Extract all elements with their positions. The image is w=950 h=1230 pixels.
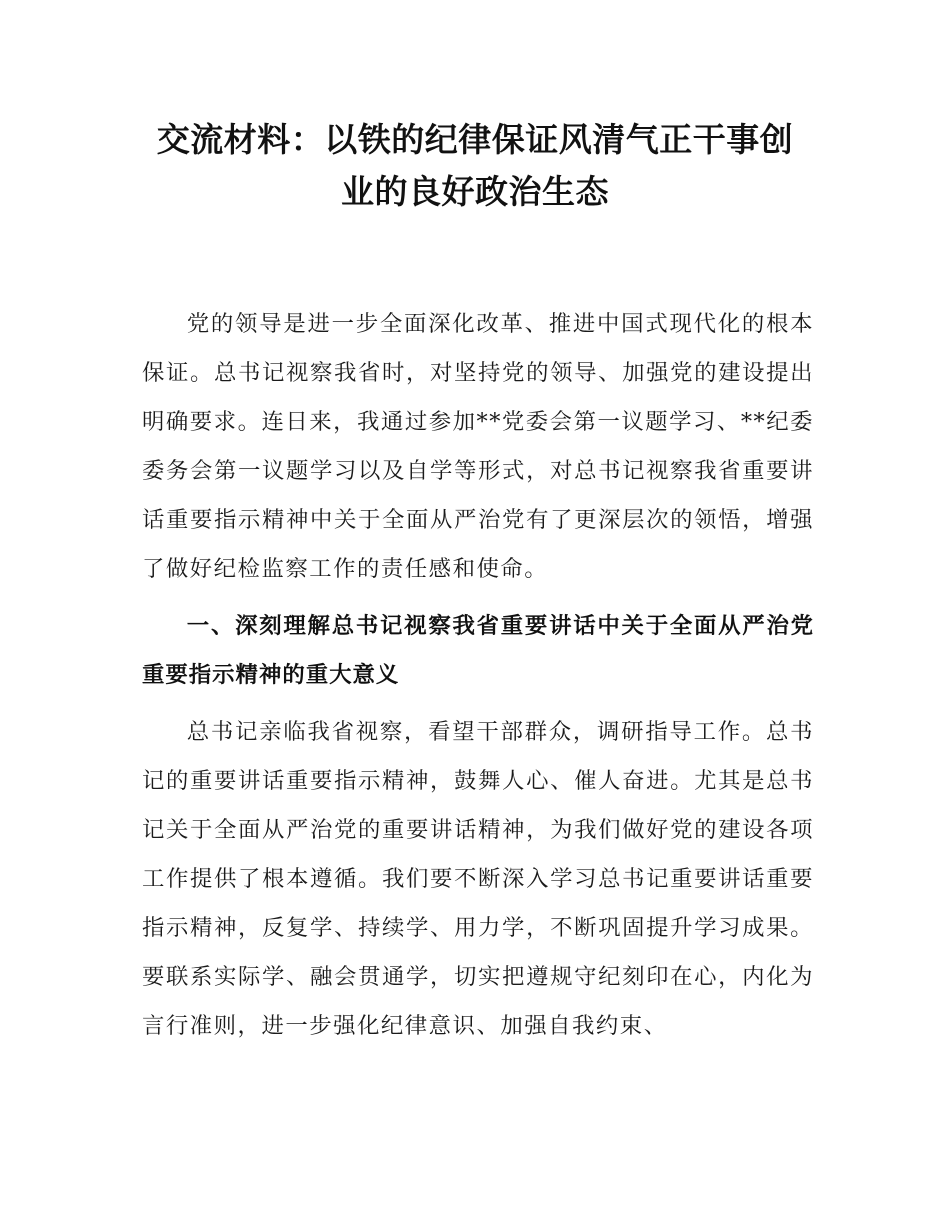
document-body	[142, 300, 814, 1051]
section-heading-1: 一、深刻理解总书记视察我省重要讲话中关于全面从严治党重要指示精神的重大意义	[142, 613, 814, 688]
document-title-line-1: 交流材料：以铁的纪律保证风清气正干事创	[156, 120, 794, 159]
document-title	[120, 114, 830, 218]
document-title-line-2: 业的良好政治生态	[341, 172, 609, 211]
intro-paragraph: 党的领导是进一步全面深化改革、推进中国式现代化的根本保证。总书记视察我省时，对坚持党的领导、加强党的建设提出明确要求。连日来，我通过参加**党委会第一议题学习、**纪委委务会第一议题学习以及自学等形式，对总书记视察我省重要讲话重要指示精神中关于全面从严治党有了更深层次的领悟，增强了做好纪检监察工作的责任感和使命。	[142, 311, 814, 582]
section-1-paragraph: 总书记亲临我省视察，看望干部群众，调研指导工作。总书记的重要讲话重要指示精神，鼓舞人心、催人奋进。尤其是总书记关于全面从严治党的重要讲话精神，为我们做好党的建设各项工作提供了根本遵循。我们要不断深入学习总书记重要讲话重要指示精神，反复学、持续学、用力学，不断巩固提升学习成果。要联系实际学、融会贯通学，切实把遵规守纪刻印在心，内化为言行准则，进一步强化纪律意识、加强自我约束、	[142, 719, 814, 1039]
